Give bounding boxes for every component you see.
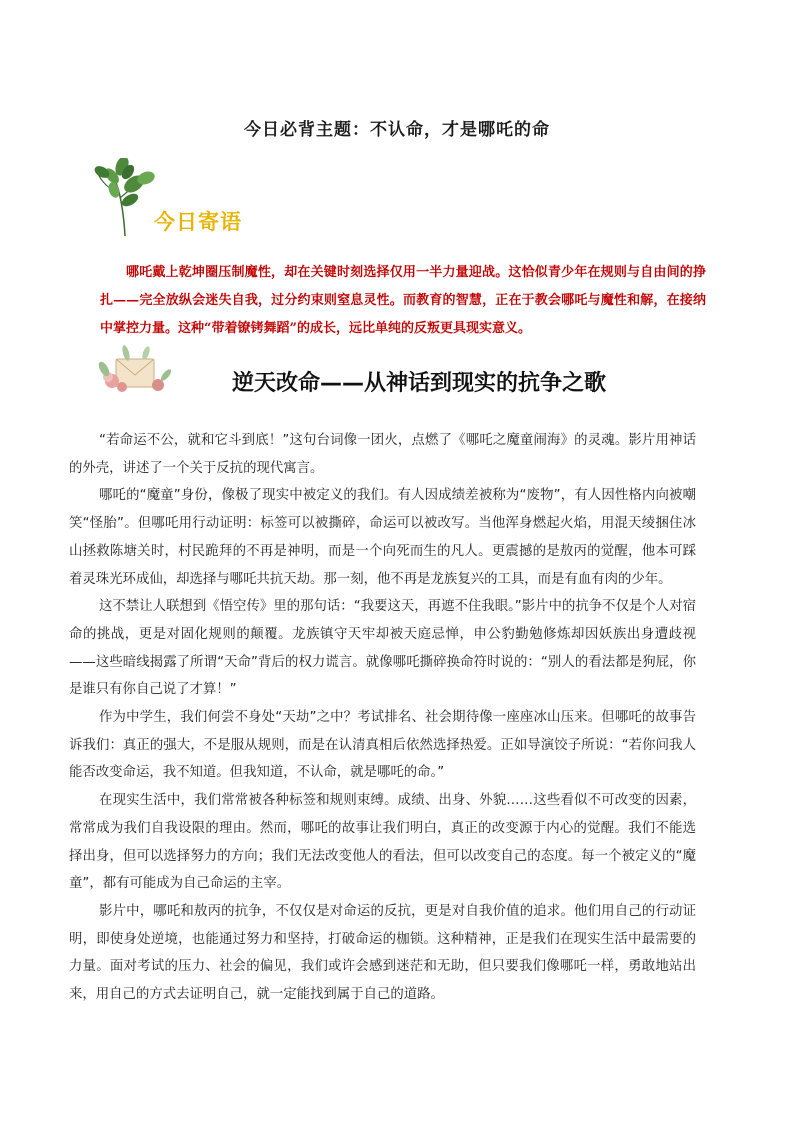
- article-title: 逆天改命——从神话到现实的抗争之歌: [232, 371, 607, 396]
- article-body: [69, 427, 696, 1009]
- article-paragraph: “若命运不公，就和它斗到底！”这句台词像一团火，点燃了《哪吒之魔童闹海》的灵魂。影片用神话的外壳，讲述了一个关于反抗的现代寓言。: [69, 433, 696, 476]
- page-title: 今日必背主题：不认命，才是哪吒的命: [244, 120, 550, 140]
- daily-quote: 哪吒戴上乾坤圈压制魔性，却在关键时刻选择仅用一半力量迎战。这恰似青少年在规则与自由间的挣扎——完全放纵会迷失自我，过分约束则窒息灵性。而教育的智慧，正在于教会哪吒与魔性和解，在接纳中掌控力量。这种“带着镣铐舞蹈”的成长，远比单纯的反叛更具现实意义。: [100, 265, 706, 336]
- article-paragraph: 作为中学生，我们何尝不身处“天劫”之中？考试排名、社会期待像一座座冰山压来。但哪吒的故事告诉我们：真正的强大，不是服从规则，而是在认清真相后依然选择热爱。正如导演饺子所说：“若你问我人能否改变命运，我不知道。但我知道，不认命，就是哪吒的命。”: [69, 710, 696, 781]
- article-paragraph: 哪吒的“魔童”身份，像极了现实中被定义的我们。有人因成绩差被称为“废物”，有人因性格内向被嘲笑“怪胎”。但哪吒用行动证明：标签可以被撕碎，命运可以被改写。当他浑身燃起火焰，用混天绫捆住冰山拯救陈塘关时，村民跪拜的不再是神明，而是一个向死而生的凡人。更震撼的是敖丙的觉醒，他本可踩着灵珠光环成仙，却选择与哪吒共抗天劫。那一刻，他不再是龙族复兴的工具，而是有血有肉的少年。: [69, 488, 696, 587]
- flower-envelope-decoration-icon: [96, 345, 174, 395]
- leaf-plant-icon: [94, 158, 156, 236]
- article-paragraph: 影片中，哪吒和敖丙的抗争，不仅仅是对命运的反抗，更是对自我价值的追求。他们用自己的行动证明，即使身处逆境，也能通过努力和坚持，打破命运的枷锁。这种精神，正是我们在现实生活中最需要的力量。面对考试的压力、社会的偏见，我们或许会感到迷茫和无助，但只要我们像哪吒一样，勇敢地站出来，用自己的方式去证明自己，就一定能找到属于自己的道路。: [69, 903, 696, 1003]
- section-heading: 今日寄语: [154, 210, 242, 234]
- article-paragraph: 在现实生活中，我们常常被各种标签和规则束缚。成绩、出身、外貌……这些看似不可改变的因素，常常成为我们自我设限的理由。然而，哪吒的故事让我们明白，真正的改变源于内心的觉醒。我们不能选择出身，但可以选择努力的方向；我们无法改变他人的看法，但可以改变自己的态度。每一个被定义的“魔童”，都有可能成为自己命运的主宰。: [69, 793, 696, 892]
- article-paragraph: 这不禁让人联想到《悟空传》里的那句话：“我要这天，再遮不住我眼。”影片中的抗争不仅是个人对宿命的挑战，更是对固化规则的颠覆。龙族镇守天牢却被天庭忌惮，申公豹勤勉修炼却因妖族出身遭歧视——这些暗线揭露了所谓“天命”背后的权力谎言。就像哪吒撕碎换命符时说的：“别人的看法都是狗屁，你是谁只有你自己说了才算！”: [69, 599, 696, 698]
